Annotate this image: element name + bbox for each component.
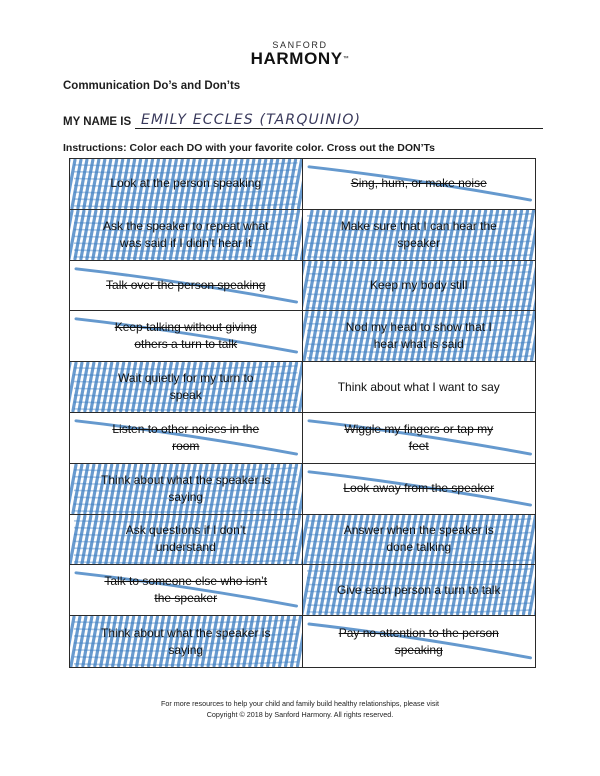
page-title: Communication Do’s and Don’ts — [63, 80, 241, 92]
statement-cell[interactable] — [303, 261, 536, 312]
brand-name — [0, 50, 600, 68]
instructions: Instructions: Color each DO with your favorite color. Cross out the DON’Ts — [63, 142, 436, 154]
statement-cell[interactable] — [303, 159, 536, 210]
brand-logo — [0, 40, 600, 68]
statement-text: Look at the person speaking — [110, 176, 262, 191]
statement-text: Give each person a turn to talk — [337, 582, 501, 597]
statement-text: Look away from the speaker — [343, 481, 495, 496]
footer-resources-text: For more resources to help your child and family build healthy relationships, please visit — [160, 699, 440, 708]
statement-cell[interactable] — [303, 413, 536, 464]
brand-name-text: HARMONY — [250, 49, 343, 68]
statement-cell[interactable] — [303, 362, 536, 413]
statement-text: Keep my body still — [370, 277, 468, 292]
statement-cell[interactable] — [70, 159, 303, 210]
statement-text: Think about what I want to say — [337, 379, 500, 394]
statement-cell[interactable] — [70, 261, 303, 312]
name-field — [63, 110, 543, 132]
footer — [0, 698, 600, 720]
statement-cell[interactable] — [70, 362, 303, 413]
statement-cell[interactable] — [70, 464, 303, 515]
statement-cell[interactable] — [70, 210, 303, 261]
statement-text: Nod my head to show that I hear what is said — [345, 320, 492, 352]
footer-copyright: Copyright © 2018 by Sanford Harmony. All rights reserved. — [206, 710, 394, 719]
statement-text: Pay no attention to the person speaking — [338, 625, 499, 657]
statement-cell[interactable] — [70, 413, 303, 464]
name-label: MY NAME IS — [63, 116, 132, 128]
statement-text: Listen to other noises in the room — [112, 421, 260, 453]
statement-cell[interactable] — [70, 616, 303, 667]
statement-text: Ask the speaker to repeat what was said if I didn’t hear it — [103, 218, 269, 250]
statement-cell[interactable] — [303, 565, 536, 616]
statement-cell[interactable] — [303, 464, 536, 515]
statement-cell[interactable] — [303, 311, 536, 362]
statement-text: Talk over the person speaking — [106, 277, 266, 292]
trademark-mark: ™ — [342, 56, 350, 62]
statement-cell[interactable] — [70, 515, 303, 566]
statement-cell[interactable] — [303, 210, 536, 261]
name-underline — [135, 128, 543, 129]
statement-cell[interactable] — [303, 616, 536, 667]
statement-text: Answer when the speaker is done talking — [343, 523, 494, 555]
statement-cell[interactable] — [70, 311, 303, 362]
brand-top-text: SANFORD — [272, 40, 328, 50]
handwritten-name: EMILY ECCLES (TARQUINIO) — [141, 112, 362, 128]
statement-text: Wiggle my fingers or tap my feet — [344, 421, 494, 453]
statement-text: Think about what the speaker is saying — [101, 472, 271, 504]
statement-text: Make sure that I can hear the speaker — [340, 218, 497, 250]
statement-text: Sing, hum, or make noise — [350, 176, 487, 191]
statement-text: Keep talking without giving others a turn to talk — [114, 320, 257, 352]
statement-text: Wait quietly for my turn to speak — [117, 371, 254, 403]
statement-cell[interactable] — [303, 515, 536, 566]
statement-text: Think about what the speaker is saying — [101, 625, 271, 657]
do-dont-grid — [69, 158, 536, 668]
statement-text: Talk to someone else who isn’t the speaker — [104, 574, 268, 606]
statement-text: Ask questions if I don’t understand — [125, 523, 246, 555]
statement-cell[interactable] — [70, 565, 303, 616]
